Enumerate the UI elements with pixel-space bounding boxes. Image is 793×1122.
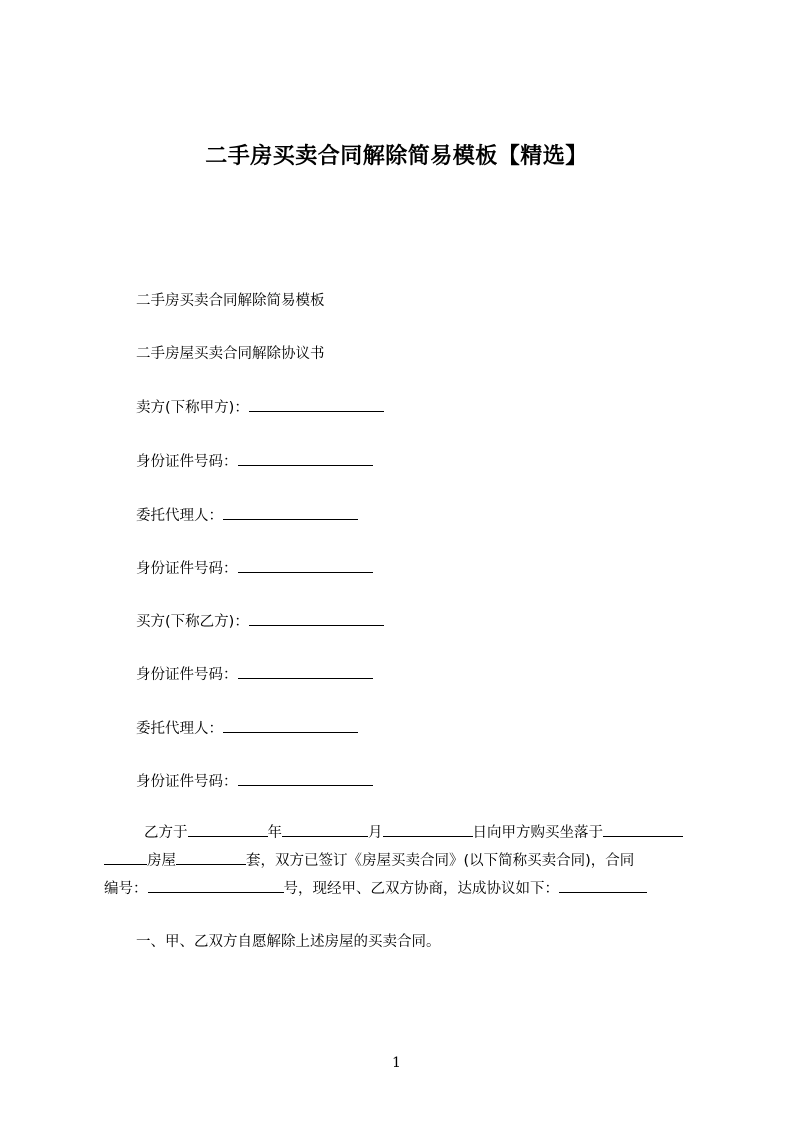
seller-blank[interactable]: [249, 397, 384, 412]
paragraph-text-5: 房屋: [147, 853, 176, 869]
paragraph-text-6: 套，双方已签订《房屋买卖合同》(以下简称买卖合同)，合同: [246, 853, 635, 869]
location-blank[interactable]: [603, 822, 683, 837]
seller-agent-field: [136, 505, 358, 526]
seller-field: [136, 397, 384, 418]
contract-number-blank[interactable]: [148, 878, 284, 893]
seller-id-blank[interactable]: [238, 451, 373, 466]
paragraph-text-8: 号，现经甲、乙双方协商，达成协议如下：: [283, 881, 559, 897]
document-title: 二手房买卖合同解除简易模板【精选】: [205, 144, 588, 169]
buyer-id-label: 身份证件号码：: [136, 667, 238, 683]
paragraph-text-2: 年: [267, 825, 282, 841]
buyer-agent-id-blank[interactable]: [238, 771, 373, 786]
house-count-blank[interactable]: [176, 850, 246, 865]
paragraph-text-7: 编号：: [104, 881, 148, 897]
buyer-agent-field: [136, 718, 358, 739]
seller-id-label: 身份证件号码：: [136, 454, 238, 470]
clause-1: 一、甲、乙双方自愿解除上述房屋的买卖合同。: [136, 934, 441, 950]
day-blank[interactable]: [383, 822, 473, 837]
paragraph-text-3: 月: [368, 825, 383, 841]
month-blank[interactable]: [282, 822, 368, 837]
year-blank[interactable]: [188, 822, 268, 837]
seller-id-field: [136, 451, 373, 472]
buyer-agent-label: 委托代理人：: [136, 721, 223, 737]
paragraph-text-1: 乙方于: [144, 825, 188, 841]
buyer-agent-blank[interactable]: [223, 718, 358, 733]
agreement-blank[interactable]: [559, 878, 647, 893]
purchase-paragraph: [104, 822, 700, 902]
seller-agent-id-blank[interactable]: [238, 558, 373, 573]
buyer-agent-id-field: [136, 771, 373, 792]
paragraph-line-1: [144, 822, 683, 843]
seller-agent-blank[interactable]: [223, 505, 358, 520]
agreement-heading: 二手房屋买卖合同解除协议书: [136, 346, 325, 362]
buyer-blank[interactable]: [249, 611, 384, 626]
paragraph-text-4: 日向甲方购买坐落于: [472, 825, 603, 841]
page-number: 1: [392, 1055, 401, 1071]
buyer-id-field: [136, 664, 373, 685]
seller-agent-id-field: [136, 558, 373, 579]
seller-agent-id-label: 身份证件号码：: [136, 561, 238, 577]
seller-label: 卖方(下称甲方)：: [136, 400, 249, 416]
buyer-field: [136, 611, 384, 632]
paragraph-line-2: [104, 850, 634, 871]
buyer-label: 买方(下称乙方)：: [136, 614, 249, 630]
seller-agent-label: 委托代理人：: [136, 508, 223, 524]
document-subtitle: 二手房买卖合同解除简易模板: [136, 293, 325, 309]
buyer-id-blank[interactable]: [238, 664, 373, 679]
paragraph-line-3: [104, 878, 647, 899]
buyer-agent-id-label: 身份证件号码：: [136, 774, 238, 790]
location-blank-continued[interactable]: [104, 850, 147, 865]
